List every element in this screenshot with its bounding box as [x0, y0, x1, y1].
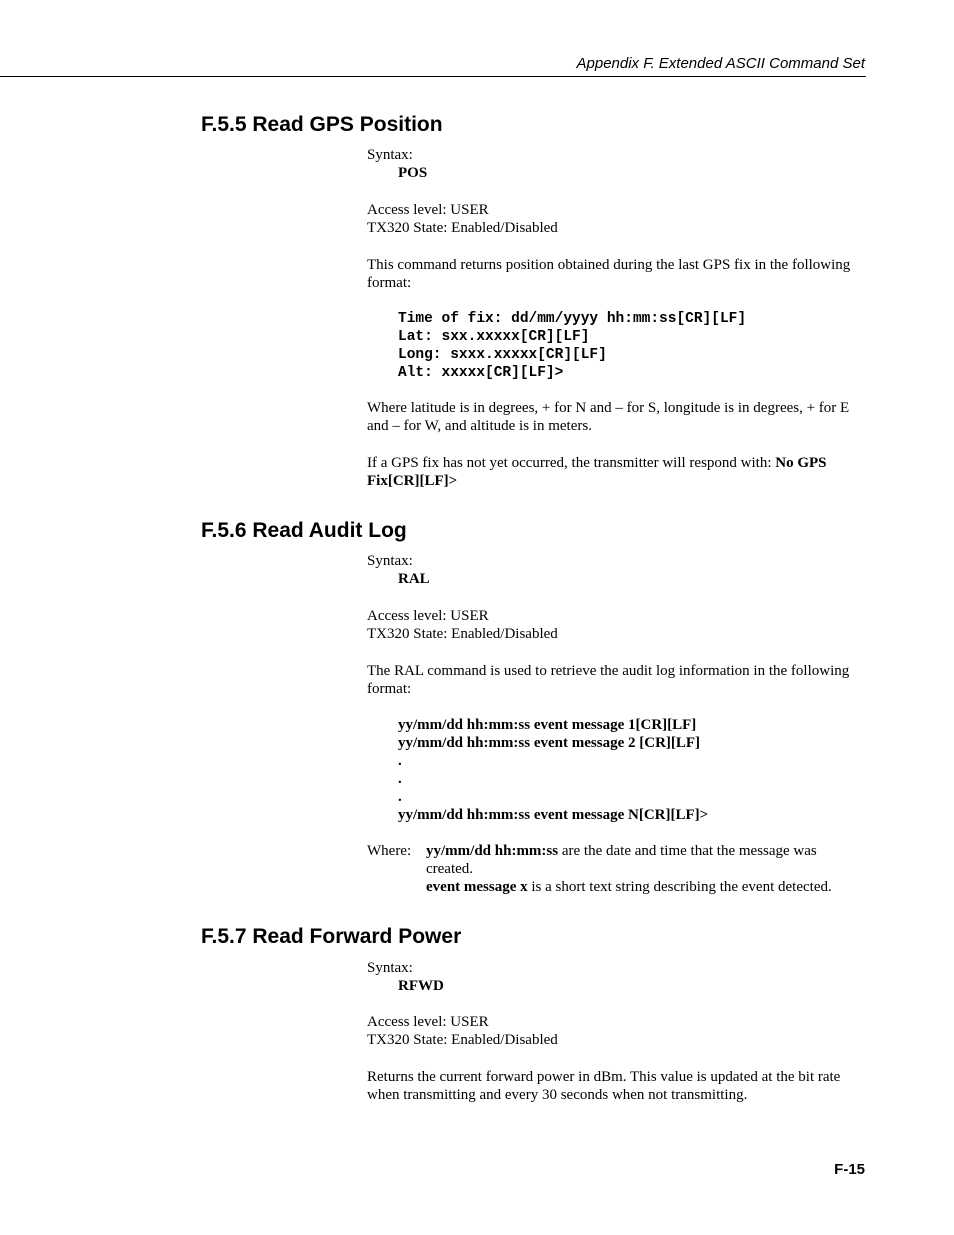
access-level: Access level: USER	[367, 608, 489, 624]
access-level: Access level: USER	[367, 202, 489, 218]
format-line: .	[398, 753, 402, 769]
tx320-state: TX320 State: Enabled/Disabled	[367, 1032, 558, 1048]
section-title-forward-power: F.5.7 Read Forward Power	[201, 925, 462, 948]
section-title-audit-log: F.5.6 Read Audit Log	[201, 519, 407, 542]
page-number: F-15	[834, 1161, 865, 1178]
format-line: Alt: xxxxx[CR][LF]>	[398, 365, 564, 381]
where-definitions	[426, 842, 866, 896]
description: Returns the current forward power in dBm. This value is updated at the bit rate when transmitting and every 30 seconds when not transmitting.	[367, 1069, 841, 1103]
tx320-state: TX320 State: Enabled/Disabled	[367, 220, 558, 236]
no-fix-response: No GPS Fix[CR][LF]>	[367, 455, 827, 489]
no-fix-prefix: If a GPS fix has not yet occurred, the transmitter will respond with:	[367, 455, 776, 471]
running-head: Appendix F. Extended ASCII Command Set	[576, 55, 865, 72]
where-item	[426, 842, 866, 878]
format-block	[398, 716, 708, 824]
format-line: Time of fix: dd/mm/yyyy hh:mm:ss[CR][LF]	[398, 311, 747, 327]
access-level: Access level: USER	[367, 1014, 489, 1030]
format-block	[398, 310, 746, 382]
format-line: .	[398, 771, 402, 787]
where-term: event message x	[426, 879, 528, 895]
format-line: Long: sxxx.xxxxx[CR][LF]	[398, 347, 607, 363]
format-line: .	[398, 789, 402, 805]
format-line: yy/mm/dd hh:mm:ss event message 1[CR][LF]	[398, 717, 697, 733]
description: This command returns position obtained during the last GPS fix in the following format:	[367, 257, 851, 291]
command-name: RAL	[398, 571, 430, 587]
format-line: yy/mm/dd hh:mm:ss event message N[CR][LF]>	[398, 807, 709, 823]
command-name: RFWD	[398, 978, 444, 994]
header-rule	[0, 76, 866, 77]
syntax-label: Syntax:	[367, 553, 413, 569]
where-label: Where:	[367, 843, 412, 859]
note: Where latitude is in degrees, + for N and – for S, longitude is in degrees, + for E and – for W, and altitude is in meters.	[367, 400, 850, 434]
tx320-state: TX320 State: Enabled/Disabled	[367, 626, 558, 642]
description: The RAL command is used to retrieve the audit log information in the following format:	[367, 663, 850, 697]
command-name: POS	[398, 165, 428, 181]
syntax-label: Syntax:	[367, 147, 413, 163]
where-item	[426, 878, 866, 896]
syntax-label: Syntax:	[367, 960, 413, 976]
format-line: Lat: sxx.xxxxx[CR][LF]	[398, 329, 590, 345]
no-fix-paragraph	[367, 454, 862, 490]
where-desc: is a short text string describing the event detected.	[527, 879, 832, 895]
section-title-gps-position: F.5.5 Read GPS Position	[201, 113, 443, 136]
where-desc: are the date and time that the message was created.	[426, 843, 817, 877]
format-line: yy/mm/dd hh:mm:ss event message 2 [CR][LF]	[398, 735, 701, 751]
where-term: yy/mm/dd hh:mm:ss	[426, 843, 559, 859]
